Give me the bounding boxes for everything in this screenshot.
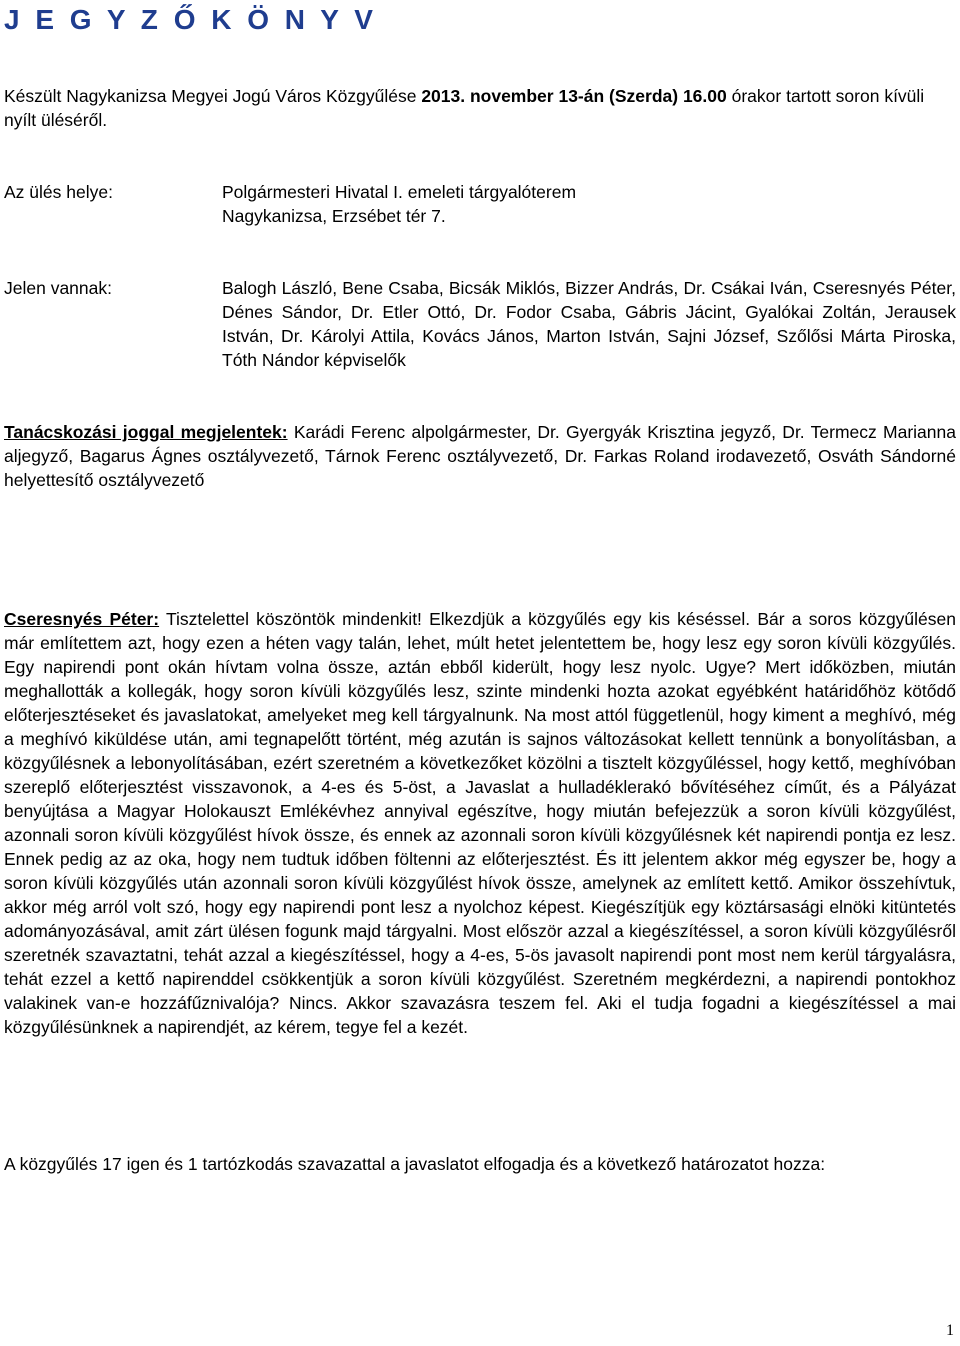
advisory-label: Tanácskozási joggal megjelentek:: [4, 422, 288, 442]
location-label: Az ülés helye:: [4, 182, 113, 202]
meeting-date: 2013. november 13-án (Szerda) 16.00: [421, 86, 727, 106]
resolution-text: A közgyűlés 17 igen és 1 tartózkodás szavazattal a javaslatot elfogadja és a következő határozatot hozza:: [4, 1154, 826, 1174]
page-number: 1: [946, 1322, 954, 1339]
intro-text: Készült Nagykanizsa Megyei Jogú Város Közgyűlése: [4, 86, 422, 106]
present-list: Balogh László, Bene Csaba, Bicsák Miklós, Bizzer András, Dr. Csákai Iván, Cseresnyés Péter, Dénes Sándor, Dr. Etler Ottó, Dr. Fodor Csaba, Gábris Jácint, Gyalókai Zoltán, Jerausek István, Dr. Károlyi Attila, Kovács János, Marton István, Sajni József, Szőlősi Márta Piroska, Tóth Nándor képviselők: [222, 278, 956, 370]
advisory-paragraph: [4, 420, 956, 492]
location-line-2: Nagykanizsa, Erzsébet tér 7.: [222, 206, 446, 226]
intro-paragraph: [4, 84, 956, 132]
speaker-name: Cseresnyés Péter:: [4, 609, 160, 629]
document-title: J E G Y Z Ő K Ö N Y V: [4, 4, 377, 35]
speech-paragraph: [4, 607, 956, 1039]
speech-text: Tisztelettel köszöntök mindenkit! Elkezdjük a közgyűlés egy kis késéssel. Bár a soros közgyűlésen már említettem azt, hogy ezen a héten vagy talán, lehet, múlt hetet jelentettem be, hogy lesz egy soron kívüli közgyűlés. Egy napirendi pont okán hívtam volna össze, aztán ebből kiderült, hogy lesz nyolc. Ugye? Mert időközben, miután meghallották a kollegák, hogy soron kívüli közgyűlés lesz, szinte mindenki hozta azokat egyébként határidőhöz kötődő előterjesztéseket és javaslatokat, amelyeket meg kell tárgyalnunk. Na most attól függetlenül, hogy kiment a meghívó, még a meghívó kiküldése után, ami tegnapelőtt történt, még azután is sajnos változásokat kellett tennünk a bonyolításban, a közgyűlésnek a lebonyolításában, ezért szeretném a következőket közölni a tisztelt közgyűléssel, hogy kettő, meghívóban szereplő előterjesztést visszavonok, a 4-es és 5-öst, a Javaslat a hulladéklerakó bővítéséhez címűt, és a Pályázat benyújtása a Magyar Holokauszt Emlékévhez annyival egészítve, hogy miután befejezzük a soron kívüli közgyűlést, azonnali soron kívüli közgyűlést hívok össze, és ennek az azonnali soron kívüli közgyűlésnek két napirendi pontja ez lesz. Ennek pedig az az oka, hogy nem tudtuk időben föltenni az előterjesztést. És itt jelentem akkor még egyszer be, hogy a soron kívüli közgyűlés után azonnali soron kívüli közgyűlést hívok össze, amelynek az említett kettő. Amikor összehívtuk, akkor még arról volt szó, hogy egy napirendi pont lesz a nyolchoz képest. Kiegészítjük egy köztársasági elnöki kitüntetés adományozásával, amit zárt ülésen fogunk majd tárgyalni. Most először azzal a kiegészítéssel, a soron kívüli közgyűlésről szeretnék szavaztatni, tehát azzal a kiegészítéssel, hogy a 4-es, 5-ös javasolt napirendi pont most nem kerül tárgyalásra, tehát ezzel a kettő napirenddel csökkentjük a soron kívüli közgyűlést. Szeretném megkérdezni, a napirendi pontokhoz valakinek van-e hozzáfűznivalója? Nincs. Akkor szavazásra teszem fel. Aki el tudja fogadni a kiegészítéssel a mai közgyűlésünknek a napirendjét, az kérem, tegye fel a kezét.: [4, 609, 956, 1037]
advisory-list: Karádi Ferenc alpolgármester, Dr. Gyergyák Krisztina jegyző, Dr. Termecz Marianna aljegyző, Bagarus Ágnes osztályvezető, Tárnok Ferenc osztályvezető, Dr. Farkas Roland irodavezető, Osváth Sándorné helyettesítő osztályvezető: [4, 422, 956, 490]
intro-text-end: órakor tartott soron kívüli nyílt üléséről.: [4, 86, 925, 130]
location-line-1: Polgármesteri Hivatal I. emeleti tárgyalóterem: [222, 182, 577, 202]
present-label: Jelen vannak:: [4, 278, 112, 298]
